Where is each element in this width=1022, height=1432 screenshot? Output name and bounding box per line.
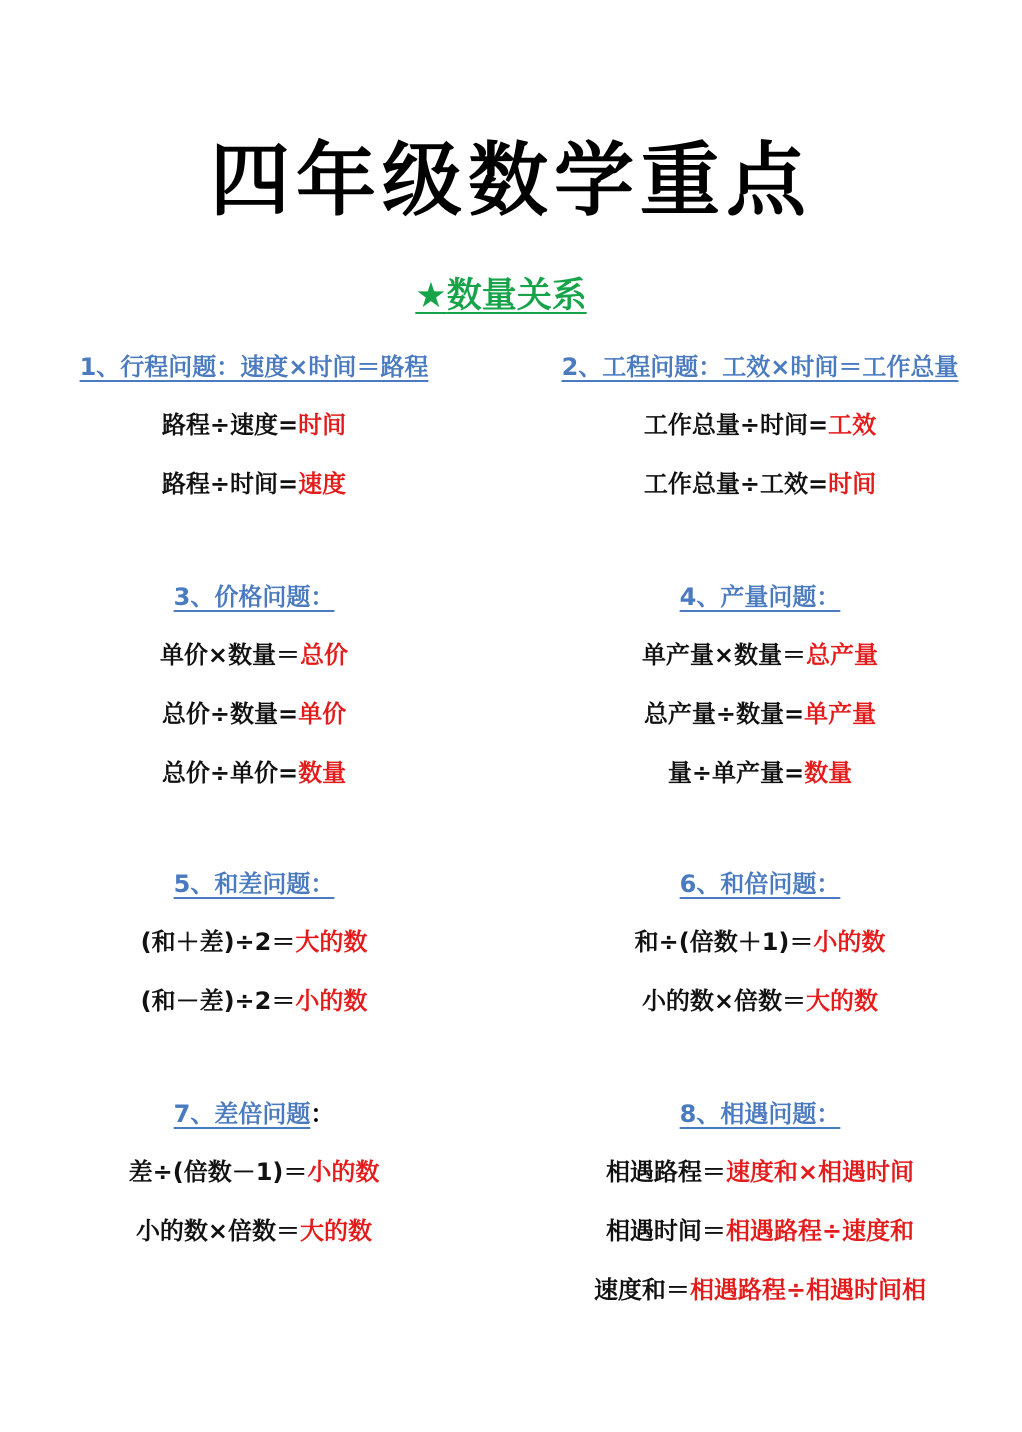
block-heading — [14, 351, 494, 383]
formula-result: 小的数 — [307, 1158, 380, 1186]
formula-expression: 工作总量÷工效= — [643, 470, 829, 498]
section-title — [0, 274, 1002, 318]
formula-result: 速度和×相遇时间 — [725, 1158, 915, 1186]
problem-block-travel — [14, 351, 494, 527]
formula-line — [520, 1215, 1000, 1247]
page-title: 四年级数学重点 — [210, 133, 812, 227]
block-heading — [520, 1098, 1000, 1130]
block-heading — [520, 351, 1000, 383]
formula-result: 大的数 — [806, 987, 879, 1015]
formula-result: 工效 — [828, 411, 877, 439]
section-title-text — [415, 276, 586, 316]
block-heading — [520, 581, 1000, 613]
formula-expression: 相遇路程＝ — [605, 1158, 726, 1186]
formula-expression: (和＋差)÷2＝ — [140, 928, 296, 956]
formula-result: 大的数 — [300, 1217, 373, 1245]
star-icon: ★ — [415, 276, 447, 316]
formula-expression: 速度和＝ — [593, 1276, 690, 1304]
formula-result: 单价 — [298, 700, 347, 728]
problem-block-output — [520, 581, 1000, 816]
formula-expression: 单价×数量＝ — [159, 641, 301, 669]
block-heading — [14, 1098, 494, 1130]
formula-expression: 量÷单产量= — [667, 759, 805, 787]
block-heading — [14, 868, 494, 900]
formula-expression: 和÷(倍数＋1)＝ — [634, 928, 814, 956]
formula-result: 数量 — [804, 759, 853, 787]
formula-expression: 差÷(倍数－1)＝ — [128, 1158, 308, 1186]
heading-text: 3、价格问题： — [173, 583, 335, 611]
formula-line — [520, 698, 1000, 730]
formula-result: 总价 — [300, 641, 349, 669]
heading-suffix: ： — [310, 1100, 335, 1128]
formula-expression: 工作总量÷时间= — [643, 411, 829, 439]
formula-line — [520, 468, 1000, 500]
heading-text: 6、和倍问题： — [679, 870, 841, 898]
formula-line — [520, 639, 1000, 671]
formula-line — [14, 698, 494, 730]
formula-line — [520, 926, 1000, 958]
problem-block-sum-multiple — [520, 868, 1000, 1044]
formula-expression: 单产量×数量＝ — [641, 641, 807, 669]
formula-result: 大的数 — [295, 928, 368, 956]
formula-result: 小的数 — [813, 928, 886, 956]
formula-expression: 总价÷数量= — [161, 700, 299, 728]
section-label: 数量关系 — [446, 276, 587, 316]
formula-result: 时间 — [828, 470, 877, 498]
formula-line — [14, 757, 494, 789]
problem-block-meeting — [520, 1098, 1000, 1333]
heading-text: 1、行程问题：速度×时间＝路程 — [79, 353, 429, 381]
formula-expression: 相遇时间＝ — [605, 1217, 726, 1245]
formula-result: 相遇路程÷速度和 — [725, 1217, 915, 1245]
block-heading — [520, 868, 1000, 900]
formula-line — [14, 1215, 494, 1247]
formula-result: 时间 — [298, 411, 347, 439]
heading-text: 5、和差问题： — [173, 870, 335, 898]
heading-text: 4、产量问题： — [679, 583, 841, 611]
formula-line — [520, 1156, 1000, 1188]
formula-result: 速度 — [298, 470, 347, 498]
formula-expression: 总价÷单价= — [161, 759, 299, 787]
formula-expression: 路程÷时间= — [161, 470, 299, 498]
formula-result: 小的数 — [295, 987, 368, 1015]
formula-line — [520, 985, 1000, 1017]
formula-expression: 总产量÷数量= — [643, 700, 805, 728]
formula-expression: 小的数×倍数＝ — [641, 987, 807, 1015]
problem-block-price — [14, 581, 494, 816]
formula-result: 单产量 — [804, 700, 877, 728]
formula-line — [14, 468, 494, 500]
problem-block-work — [520, 351, 1000, 527]
formula-line — [520, 1274, 1000, 1306]
formula-expression: 小的数×倍数＝ — [135, 1217, 301, 1245]
problem-block-difference-multiple — [14, 1098, 494, 1274]
heading-text: 8、相遇问题： — [679, 1100, 841, 1128]
problem-block-sum-difference — [14, 868, 494, 1044]
formula-line — [14, 985, 494, 1017]
formula-expression: 路程÷速度= — [161, 411, 299, 439]
formula-line — [14, 1156, 494, 1188]
heading-text: 2、工程问题：工效×时间＝工作总量 — [561, 353, 959, 381]
formula-line — [520, 757, 1000, 789]
formula-result: 相遇路程÷相遇时间相 — [689, 1276, 927, 1304]
formula-expression: (和－差)÷2＝ — [140, 987, 296, 1015]
formula-line — [14, 639, 494, 671]
heading-text: 7、差倍问题 — [173, 1100, 311, 1128]
formula-line — [520, 409, 1000, 441]
formula-result: 数量 — [298, 759, 347, 787]
formula-line — [14, 409, 494, 441]
formula-result: 总产量 — [806, 641, 879, 669]
block-heading — [14, 581, 494, 613]
formula-line — [14, 926, 494, 958]
